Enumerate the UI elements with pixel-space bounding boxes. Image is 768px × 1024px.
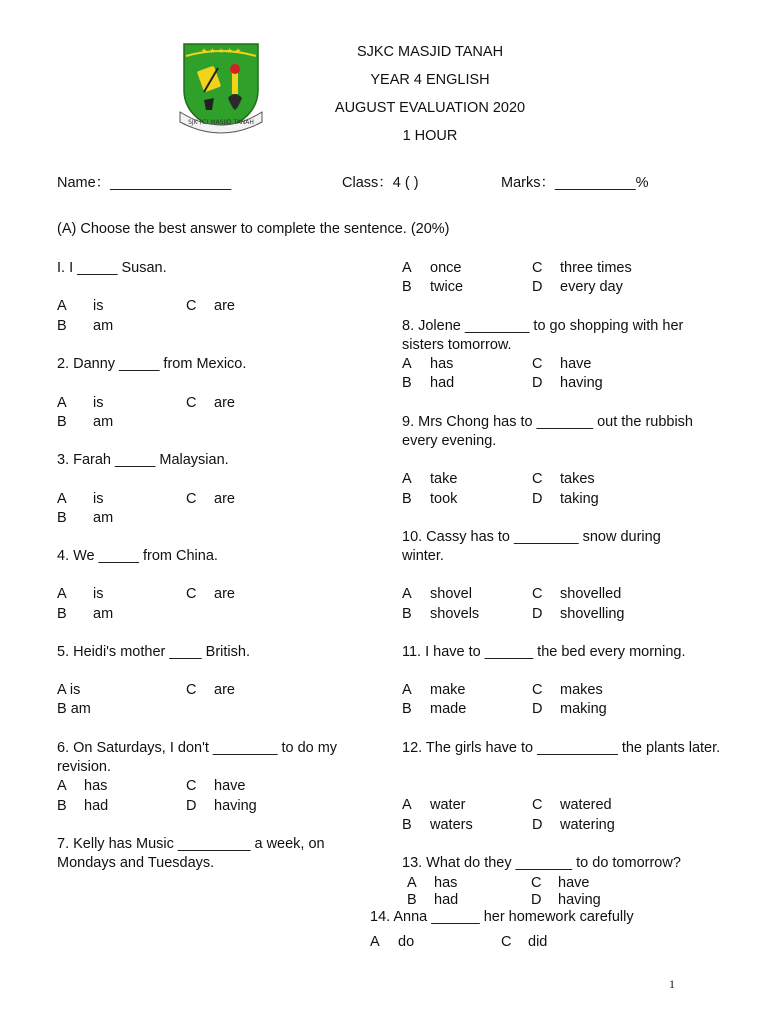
question-8-option-d: having [560, 375, 603, 391]
question-8-option-c: have [560, 356, 592, 372]
option-letter: B [57, 318, 67, 334]
option-letter: D [531, 892, 542, 908]
question-3-stem: 3. Farah _____ Malaysian. [57, 452, 229, 468]
question-6-option-c: have [214, 778, 246, 794]
question-8-option-b: had [430, 375, 455, 391]
question-10-stem: 10. Cassy has to ________ snow during winter. [402, 529, 661, 564]
option-letter: C [186, 682, 197, 698]
option-letter: B [402, 279, 412, 295]
question-2-option-a: is [93, 395, 104, 411]
question-3-option-b: am [93, 510, 114, 526]
question-2-option-b: am [93, 414, 114, 430]
question-7-option-c: three times [560, 260, 632, 276]
section-a-instruction: (A) Choose the best answer to complete the sentence. (20%) [57, 221, 450, 237]
option-letter: B [402, 606, 412, 622]
question-10-option-b: shovels [430, 606, 480, 622]
option-letter: A [370, 934, 380, 950]
question-6-stem: 6. On Saturdays, I don't ________ to do my revision. [57, 740, 338, 775]
question-5-option-a: A is [57, 682, 81, 698]
question-4-option-c: are [214, 586, 235, 602]
svg-text:SJK (C) MASJID TANAH: SJK (C) MASJID TANAH [188, 119, 254, 126]
option-letter: B [57, 606, 67, 622]
option-letter: A [407, 875, 417, 891]
question-9-option-a: take [430, 471, 458, 487]
question-7-option-b: twice [430, 279, 464, 295]
option-letter: B [402, 375, 412, 391]
option-letter: A [57, 491, 67, 507]
question-12-stem: 12. The girls have to __________ the plants later. [402, 740, 721, 756]
question-11-option-c: makes [560, 682, 603, 698]
question-11-option-d: making [560, 701, 607, 717]
option-letter: A [402, 797, 412, 813]
option-letter: A [57, 778, 67, 794]
question-11-option-b: made [430, 701, 467, 717]
option-letter: C [501, 934, 512, 950]
option-letter: B [402, 817, 412, 833]
question-10-option-d: shovelling [560, 606, 625, 622]
question-2-option-c: are [214, 395, 235, 411]
question-3-option-a: is [93, 491, 104, 507]
question-1-stem: I. I _____ Susan. [57, 260, 167, 276]
question-12-option-a: water [430, 797, 466, 813]
question-1-option-b: am [93, 318, 114, 334]
option-letter: C [186, 586, 197, 602]
question-9-option-d: taking [560, 491, 599, 507]
question-6-option-a: has [84, 778, 108, 794]
question-4-option-a: is [93, 586, 104, 602]
question-14-option-a: do [398, 934, 415, 950]
question-5-option-b: B am [57, 701, 91, 717]
question-6-option-d: having [214, 798, 257, 814]
option-letter: D [532, 817, 543, 833]
option-letter: D [532, 701, 543, 717]
option-letter: B [57, 510, 67, 526]
subject-title: YEAR 4 ENGLISH [370, 72, 490, 88]
option-letter: C [532, 356, 543, 372]
question-7-stem: 7. Kelly has Music _________ a week, on Mondays and Tuesdays. [57, 836, 325, 871]
class-field: Class：4 ( ) [342, 175, 419, 191]
question-12-option-d: watering [560, 817, 615, 833]
question-1-option-c: are [214, 298, 235, 314]
option-letter: D [532, 279, 543, 295]
page-number: 1 [669, 977, 675, 991]
question-9-option-b: took [430, 491, 458, 507]
question-9-option-c: takes [560, 471, 595, 487]
question-11-stem: 11. I have to ______ the bed every morning. [402, 644, 686, 660]
option-letter: C [532, 471, 543, 487]
option-letter: D [186, 798, 197, 814]
option-letter: D [532, 491, 543, 507]
option-letter: C [186, 491, 197, 507]
option-letter: D [532, 606, 543, 622]
question-13-option-d: having [558, 892, 601, 908]
question-14-option-c: did [528, 934, 548, 950]
option-letter: C [186, 395, 197, 411]
option-letter: A [57, 586, 67, 602]
option-letter: B [57, 414, 67, 430]
option-letter: C [532, 797, 543, 813]
option-letter: D [532, 375, 543, 391]
marks-field: Marks：__________% [501, 175, 649, 191]
option-letter: A [402, 586, 412, 602]
option-letter: B [402, 491, 412, 507]
question-13-option-c: have [558, 875, 590, 891]
option-letter: A [402, 682, 412, 698]
question-13-option-a: has [434, 875, 458, 891]
question-12-option-b: waters [430, 817, 473, 833]
option-letter: C [531, 875, 542, 891]
school-name: SJKC MASJID TANAH [356, 44, 504, 60]
option-letter: C [186, 778, 197, 794]
question-7-option-d: every day [560, 279, 623, 295]
question-13-stem: 13. What do they _______ to do tomorrow? [402, 855, 681, 871]
option-letter: C [532, 260, 543, 276]
option-letter: B [407, 892, 417, 908]
option-letter: C [532, 586, 543, 602]
question-5-option-c: are [214, 682, 235, 698]
option-letter: A [57, 395, 67, 411]
option-letter: B [402, 701, 412, 717]
question-13-option-b: had [434, 892, 459, 908]
option-letter: C [532, 682, 543, 698]
exam-title: AUGUST EVALUATION 2020 [334, 100, 526, 116]
question-7-option-a: once [430, 260, 462, 276]
question-1-option-a: is [93, 298, 104, 314]
option-letter: A [402, 356, 412, 372]
school-logo [178, 38, 264, 134]
question-11-option-a: make [430, 682, 466, 698]
option-letter: C [186, 298, 197, 314]
option-letter: B [57, 798, 67, 814]
question-8-option-a: has [430, 356, 454, 372]
question-10-option-c: shovelled [560, 586, 622, 602]
question-4-option-b: am [93, 606, 114, 622]
exam-duration: 1 HOUR [402, 128, 458, 144]
question-3-option-c: are [214, 491, 235, 507]
question-9-stem: 9. Mrs Chong has to _______ out the rubbish every evening. [402, 414, 693, 449]
option-letter: A [402, 471, 412, 487]
question-4-stem: 4. We _____ from China. [57, 548, 218, 564]
option-letter: A [57, 298, 67, 314]
name-field: Name：_______________ [57, 175, 232, 191]
svg-text:★ ★ ★ ★ ★: ★ ★ ★ ★ ★ [200, 47, 242, 55]
question-8-stem: 8. Jolene ________ to go shopping with her sisters tomorrow. [402, 318, 684, 353]
question-5-stem: 5. Heidi's mother ____ British. [57, 644, 250, 660]
question-14-stem: 14. Anna ______ her homework carefully [370, 909, 634, 925]
question-2-stem: 2. Danny _____ from Mexico. [57, 356, 247, 372]
question-10-option-a: shovel [430, 586, 472, 602]
question-6-option-b: had [84, 798, 109, 814]
option-letter: A [402, 260, 412, 276]
question-12-option-c: watered [560, 797, 612, 813]
